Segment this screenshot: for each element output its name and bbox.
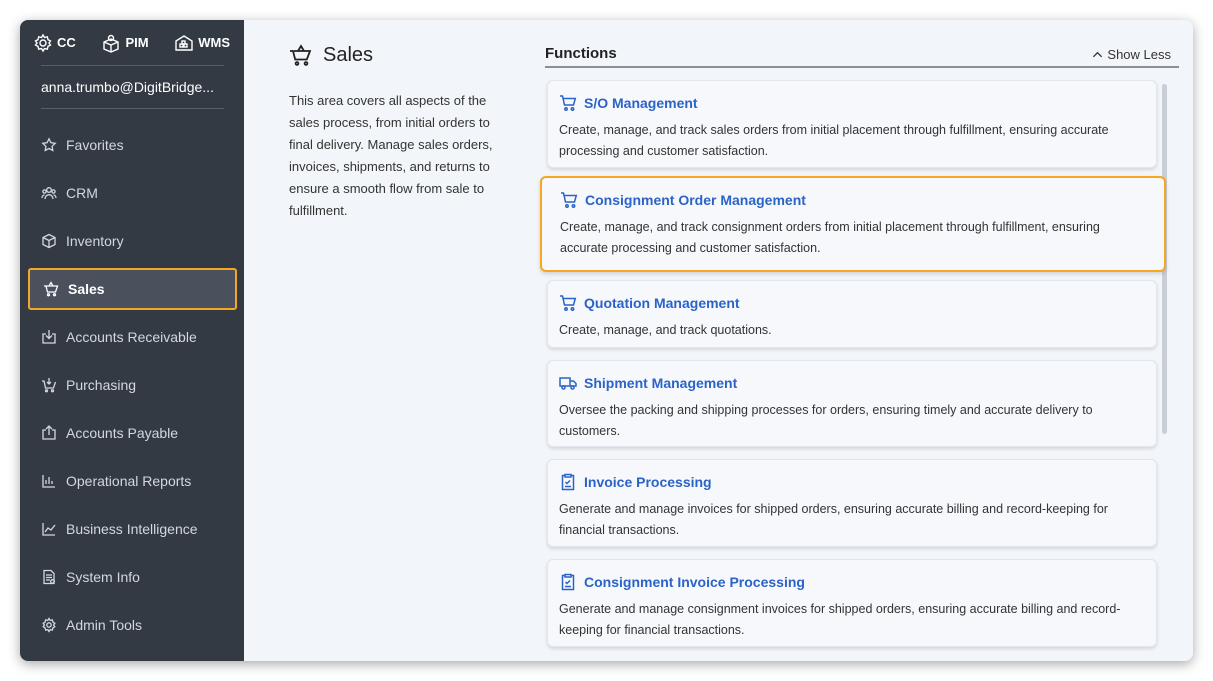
sidebar-item-label: Purchasing	[66, 377, 137, 393]
clipboard-icon	[559, 573, 577, 591]
sidebar-item-accounts-receivable[interactable]	[20, 313, 244, 361]
wms-warehouse-icon	[174, 33, 194, 53]
card-description: Generate and manage consignment invoices for shipped orders, ensuring accurate billing and record-keeping for financial transactions.	[559, 602, 1121, 637]
sidebar-item-label: System Info	[66, 569, 140, 585]
page-title-row	[289, 40, 514, 70]
sidebar-item-label: Accounts Payable	[66, 425, 179, 441]
cube-icon	[41, 233, 57, 249]
app-pim[interactable]	[101, 33, 148, 53]
cc-gear-icon	[33, 33, 53, 53]
functions-section	[545, 44, 1179, 68]
truck-icon	[559, 374, 577, 392]
app-window	[20, 20, 1193, 661]
functions-title: Functions	[545, 45, 617, 62]
card-shipment-management[interactable]	[547, 360, 1157, 447]
sidebar-item-label: CRM	[66, 185, 98, 201]
document-icon	[41, 569, 57, 585]
sidebar-item-operational-reports[interactable]	[20, 457, 244, 505]
card-so-management[interactable]	[547, 80, 1157, 168]
star-icon	[41, 137, 57, 153]
functions-header	[545, 44, 1179, 68]
cart-icon	[559, 294, 577, 312]
basket-icon	[289, 43, 313, 67]
card-title	[559, 374, 1145, 392]
sidebar-item-label: Sales	[68, 281, 105, 297]
card-title	[559, 94, 1145, 112]
card-title-label: Consignment Order Management	[585, 192, 806, 208]
users-icon	[41, 185, 57, 201]
sidebar-item-label: Operational Reports	[66, 473, 192, 489]
show-less-label: Show Less	[1107, 47, 1171, 62]
sidebar-item-favorites[interactable]	[20, 121, 244, 169]
cart-down-icon	[41, 377, 57, 393]
sidebar-nav	[20, 121, 244, 649]
app-wms-label: WMS	[198, 35, 230, 50]
sidebar-item-label: Favorites	[66, 137, 124, 153]
pim-box-icon	[101, 33, 121, 53]
gear-icon	[41, 617, 57, 633]
page-description: This area covers all aspects of the sales process, from initial orders to final delivery. Manage sales orders, invoices, shipments, and returns to ensure a smooth flow from sale to fulfillment.	[289, 93, 493, 218]
sidebar-item-sales[interactable]	[28, 268, 237, 310]
line-chart-icon	[41, 521, 57, 537]
sidebar-item-crm[interactable]	[20, 169, 244, 217]
card-title-label: Invoice Processing	[584, 474, 712, 490]
show-less-button[interactable]	[1092, 47, 1171, 62]
card-description: Create, manage, and track quotations.	[559, 323, 772, 337]
app-wms[interactable]	[174, 33, 230, 53]
app-switcher	[20, 20, 244, 65]
card-description: Create, manage, and track sales orders from initial placement through fulfillment, ensuring accurate processing and customer satisfaction.	[559, 123, 1109, 158]
card-title-label: S/O Management	[584, 95, 698, 111]
sales-intro	[289, 40, 514, 222]
sidebar-item-business-intelligence[interactable]	[20, 505, 244, 553]
sidebar-item-purchasing[interactable]	[20, 361, 244, 409]
card-title	[560, 191, 1146, 209]
page-title: Sales	[323, 43, 374, 66]
app-pim-label: PIM	[125, 35, 149, 50]
clipboard-icon	[559, 473, 577, 491]
cart-icon	[560, 191, 578, 209]
basket-icon	[43, 281, 59, 297]
pay-icon	[41, 425, 57, 441]
card-title-label: Consignment Invoice Processing	[584, 574, 805, 590]
card-consignment-invoice-processing[interactable]	[547, 559, 1157, 647]
card-title	[559, 294, 1145, 312]
card-title-label: Shipment Management	[584, 375, 738, 391]
card-title	[559, 473, 1145, 491]
card-consignment-order-management[interactable]	[540, 176, 1166, 272]
receive-icon	[41, 329, 57, 345]
sidebar	[20, 20, 244, 661]
card-quotation-management[interactable]	[547, 280, 1157, 348]
bar-chart-icon	[41, 473, 57, 489]
sidebar-item-inventory[interactable]	[20, 217, 244, 265]
chevron-up-icon	[1092, 49, 1103, 60]
user-email[interactable]: anna.trumbo@DigitBridge...	[41, 65, 224, 109]
card-title-label: Quotation Management	[584, 295, 740, 311]
sidebar-item-accounts-payable[interactable]	[20, 409, 244, 457]
sidebar-item-admin-tools[interactable]	[20, 601, 244, 649]
card-description: Oversee the packing and shipping processes for orders, ensuring timely and accurate delivery to customers.	[559, 403, 1093, 438]
main-content	[244, 20, 1193, 661]
card-description: Create, manage, and track consignment orders from initial placement through fulfillment, ensuring accurate processing and customer satisfaction.	[560, 220, 1100, 255]
cart-icon	[559, 94, 577, 112]
sidebar-item-label: Accounts Receivable	[66, 329, 197, 345]
sidebar-item-label: Inventory	[66, 233, 124, 249]
card-description: Generate and manage invoices for shipped orders, ensuring accurate billing and record-keeping for financial transactions.	[559, 502, 1108, 537]
sidebar-item-label: Admin Tools	[66, 617, 143, 633]
sidebar-item-system-info[interactable]	[20, 553, 244, 601]
app-cc[interactable]	[33, 33, 76, 53]
card-title	[559, 573, 1145, 591]
app-cc-label: CC	[57, 35, 76, 50]
card-invoice-processing[interactable]	[547, 459, 1157, 547]
sidebar-item-label: Business Intelligence	[66, 521, 198, 537]
